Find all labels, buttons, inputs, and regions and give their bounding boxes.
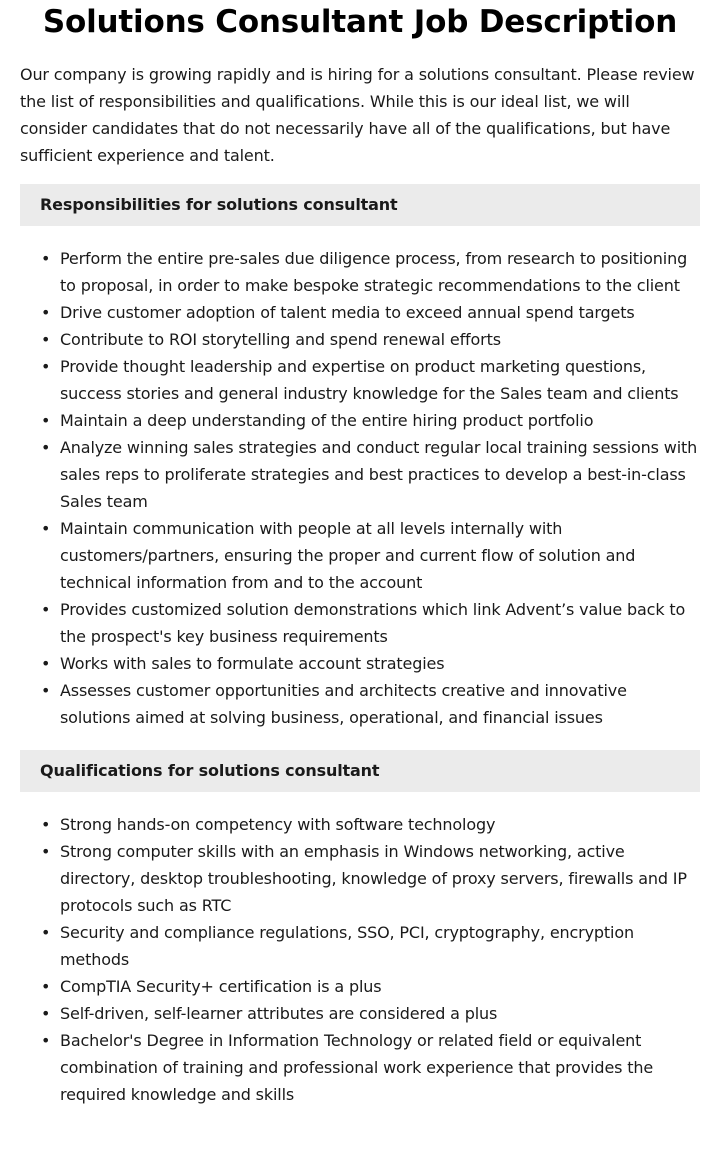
- list-item-text: Works with sales to formulate account strategies: [60, 654, 445, 673]
- list-item-text: Strong hands-on competency with software technology: [60, 815, 496, 834]
- list-item: [20, 245, 700, 299]
- list-item: [20, 919, 700, 973]
- list-item-text: Contribute to ROI storytelling and spend renewal efforts: [60, 330, 501, 349]
- list-item-text: Perform the entire pre-sales due diligence process, from research to positioning to proposal, in order to make bespoke strategic recommendations to the client: [60, 249, 688, 295]
- page-title: Solutions Consultant Job Description: [42, 4, 678, 40]
- bullet-icon: •: [41, 303, 51, 322]
- list-item-text: Security and compliance regulations, SSO, PCI, cryptography, encryption methods: [60, 923, 634, 969]
- list-item: [20, 677, 700, 731]
- list-item: [20, 650, 700, 677]
- qualifications-list: [20, 811, 700, 1108]
- list-item: [20, 973, 700, 1000]
- bullet-icon: •: [41, 977, 51, 996]
- list-item: [20, 407, 700, 434]
- list-item-text: Maintain a deep understanding of the entire hiring product portfolio: [60, 411, 594, 430]
- list-item-text: Strong computer skills with an emphasis in Windows networking, active directory, desktop troubleshooting, knowledge of proxy servers, firewalls and IP protocols such as RTC: [60, 842, 687, 915]
- bullet-icon: •: [41, 1031, 51, 1050]
- list-item-text: Assesses customer opportunities and architects creative and innovative solutions aimed at solving business, operational, and financial issues: [60, 681, 627, 727]
- bullet-icon: •: [41, 923, 51, 942]
- responsibilities-list: [20, 245, 700, 731]
- list-item: [20, 838, 700, 919]
- qualifications-header: Qualifications for solutions consultant: [20, 750, 700, 792]
- list-item: [20, 811, 700, 838]
- list-item: [20, 1000, 700, 1027]
- bullet-icon: •: [41, 411, 51, 430]
- list-item-text: Analyze winning sales strategies and conduct regular local training sessions with sales reps to proliferate strategies and best practices to develop a best-in-class Sales team: [60, 438, 698, 511]
- list-item: [20, 326, 700, 353]
- list-item-text: Self-driven, self-learner attributes are considered a plus: [60, 1004, 498, 1023]
- list-item-text: Maintain communication with people at all levels internally with customers/partners, ensuring the proper and current flow of solution and technical information from and to the account: [60, 519, 636, 592]
- responsibilities-section: [20, 184, 700, 731]
- list-item: [20, 596, 700, 650]
- bullet-icon: •: [41, 842, 51, 861]
- bullet-icon: •: [41, 815, 51, 834]
- list-item-text: Provides customized solution demonstrations which link Advent’s value back to the prospect's key business requirements: [60, 600, 686, 646]
- bullet-icon: •: [41, 249, 51, 268]
- intro-paragraph: Our company is growing rapidly and is hiring for a solutions consultant. Please review the list of responsibilities and qualifications. While this is our ideal list, we will consider candidates that do not necessarily have all of the qualifications, but have sufficient experience and talent.: [20, 65, 695, 165]
- bullet-icon: •: [41, 1004, 51, 1023]
- bullet-icon: •: [41, 654, 51, 673]
- list-item: [20, 1027, 700, 1108]
- list-item-text: Bachelor's Degree in Information Technology or related field or equivalent combination of training and professional work experience that provides the required knowledge and skills: [60, 1031, 654, 1104]
- list-item-text: CompTIA Security+ certification is a plus: [60, 977, 382, 996]
- bullet-icon: •: [41, 357, 51, 376]
- bullet-icon: •: [41, 519, 51, 538]
- list-item: [20, 353, 700, 407]
- list-item: [20, 515, 700, 596]
- list-item-text: Drive customer adoption of talent media to exceed annual spend targets: [60, 303, 635, 322]
- list-item-text: Provide thought leadership and expertise on product marketing questions, success stories and general industry knowledge for the Sales team and clients: [60, 357, 679, 403]
- list-item: [20, 299, 700, 326]
- bullet-icon: •: [41, 681, 51, 700]
- list-item: [20, 434, 700, 515]
- qualifications-section: [20, 750, 700, 1108]
- bullet-icon: •: [41, 438, 51, 457]
- bullet-icon: •: [41, 330, 51, 349]
- responsibilities-header: Responsibilities for solutions consultant: [20, 184, 700, 226]
- bullet-icon: •: [41, 600, 51, 619]
